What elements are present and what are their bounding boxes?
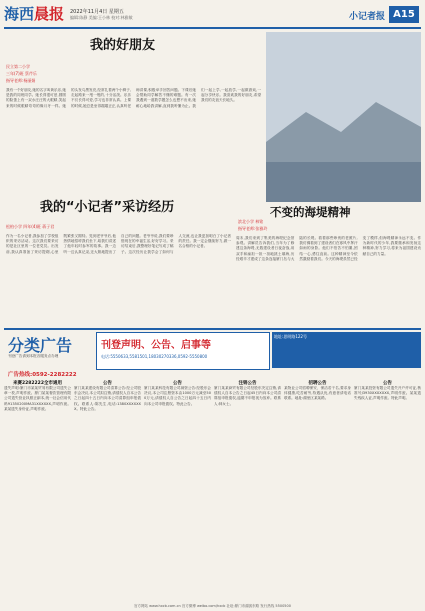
section-rule [4, 328, 421, 330]
classifieds-title: 分类广告 [8, 336, 73, 355]
classified-column: 注销公告 厦门某某商贸有限公司经股东决定注销,请债权人自本公告之日起45日内向本公司清算组申报债权,逾期不申报视为放弃。联系人:林女士。 [214, 381, 281, 406]
classified-column: 来赛2282222全市通用 遗失声明:厦门市某某贸易有限公司遗失公章一枚,声明作废。厦门某某餐饮管理有限公司遗失营业执照正副本,统一社会信用代码91350200MA31XXXXXX,声明作废。某某遗失身份证,声明作废。 [4, 381, 71, 411]
banner-phone: 电话:5550633,5581501,18030270336,0592-5550800 [101, 354, 208, 359]
byline-teacher: 指导老师:张雅玲 [238, 226, 268, 231]
masthead-rule [4, 27, 421, 29]
issue-date: 2022年11月4日 星期五 [70, 9, 124, 15]
page-number: A15 [389, 6, 419, 23]
page-footer: 官方网站 www.hxcb.com.cn 官方微博 weibo.com/hxcb 社址:厦门市湖滨东路 发行热线 5500500 [134, 604, 291, 608]
landscape-illustration [266, 32, 421, 202]
article-title: 我的好朋友 [90, 38, 156, 53]
classifieds-grid [4, 380, 421, 600]
byline-school: 滨北小学 林铭 [238, 219, 264, 224]
article-body: 我有一个好朋友,她的名字叫黄乐乐,她是我的同班同学。她长得很可爱,圆圆的脸蛋上有一双水汪汪的大眼睛,笑起来的时候眼睛弯弯的像月牙一样。她的头发乌黑发亮,经常扎着两个小辫子,走起路来一甩一甩的,十分活泼。乐乐不仅长得可爱,学习也非常认真。上课的时候,她总是坐得端端正正,认真听老师讲课,积极举手回答问题。下课后她会帮助同学解答不懂的难题。有一次我遇到一道数学题怎么也想不出来,她耐心地给我讲解,直到我听懂为止。我们一起上学,一起放学,一起做游戏,一起分享快乐。我喜欢我的好朋友,希望我们的友谊天长地久。 [6, 88, 261, 108]
classified-column: 招聘公告 某物业公司招聘保安、保洁若干名,要求身体健康,吃苦耐劳,待遇从优,有意者请电话联系。地址:湖里区某某路。 [284, 381, 351, 401]
article-title: 不变的海堤精神 [270, 205, 351, 219]
article-body: 作为一名小记者,我参加了学校组织的采访活动。这次我们要采访的是社区里的一位老党员。出发前,我认真准备了采访提纲,心里既紧张又期待。见到老爷爷后,他热情地招呼我们坐下,给我们讲述了他年轻时参军的故事。我一边听一边认真记录,还大胆地提出了自己的问题。老爷爷说,我们要珍惜现在的幸福生活,好好学习。采访结束后,我整理好笔记写成了稿子。这次经历让我学会了如何与人交流,也让我更加明白了小记者的责任。我一定会继续努力,做一名合格的小记者。 [6, 234, 231, 254]
editor-credits: 编辑:陈静 美编:王小林 校对:林雅敏 [70, 15, 133, 20]
article-title: 我的“小记者”采访经历 [40, 200, 175, 215]
article-body: 周末,我们来到了集美的海堤纪念馆参观。讲解员告诉我们,当年为了修建这条海堤,无数建设者日夜奋战,用双手和扁担一担一担地挑土填海,历经艰辛才建成了这条连接厦门岛与大陆的长堤。看着那些珍贵的老照片,我仿佛看到了建设者们在寒风中挥汗如雨的身影。他们不怕苦不怕累,团结一心,勇往直前。这种精神至今依然激励着我们。今天的海堤虽然已经变了模样,但海堤精神永远不变。作为新时代的少年,我要继承和发扬这种精神,努力学习,将来为祖国建设贡献自己的力量。 [236, 236, 421, 261]
byline-school: 松柏小学 四年(4)班 蒋子君 [6, 224, 55, 229]
ad-hotline: 广告热线:0592-2282222 [8, 372, 77, 378]
byline-class: 三年(7)班 蔡芹乐 [6, 71, 37, 76]
office-addresses: 地址:思明路122号 [272, 332, 421, 368]
banner-title: 刊登声明、公告、启事等 [101, 340, 211, 351]
classified-column: 公告 厦门某某科技有限公司减资公告:经股东会决议,本公司注册资本由1000万元减至500万元,请债权人自公告之日起四十五日内向本公司申报债权。特此公告。 [144, 381, 211, 406]
classified-column: 公告 厦门某某投资有限公司遗失开户许可证,核准号J3930XXXXXXX,声明作废。某某遗失残疾人证,声明作废。特此声明。 [354, 381, 421, 401]
classifieds-note: 刊登广告请到本报各服务点办理 [8, 354, 59, 358]
section-name: 小记者报 [348, 12, 385, 22]
byline-school: 民立第二小学 [6, 64, 30, 69]
classified-column: 公告 厦门某某建设有限公司清算公告:经公司股东会决议,本公司拟注销,请债权人自本公告之日起四十五日内向本公司清算组申报债权。联系人:陈先生,电话:1380XXXXXXX。特此公告。 [74, 381, 141, 411]
newspaper-logo: 海西晨报 [4, 5, 65, 23]
article-photo [266, 32, 421, 202]
byline-teacher: 指导老师:杨丽娟 [6, 78, 36, 83]
ad-banner [96, 332, 270, 370]
